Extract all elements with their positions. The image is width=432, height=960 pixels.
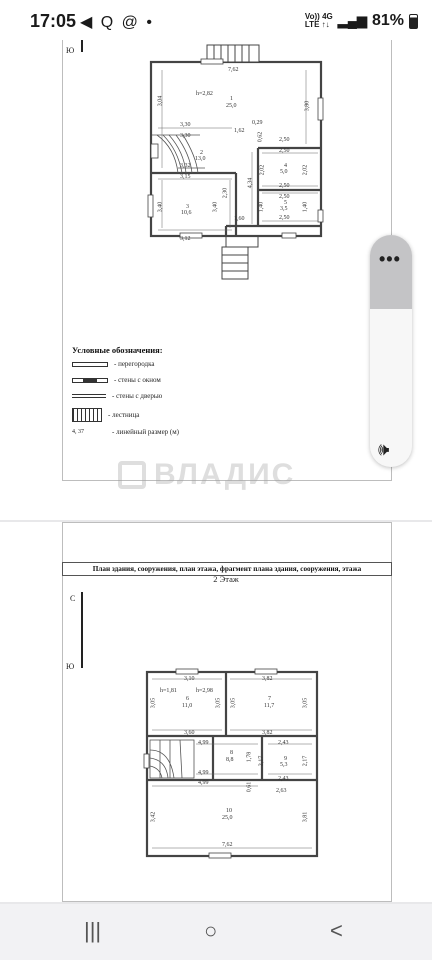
dim-label: 3,05 xyxy=(215,697,222,709)
dim-label: 2,43 xyxy=(278,740,289,746)
dim-label: 3,81 xyxy=(302,811,309,823)
more-icon[interactable]: ••• xyxy=(379,249,401,269)
legend-label: - линейный размер (м) xyxy=(112,428,180,436)
dim-label: 3,15 xyxy=(180,174,191,180)
dim-label: 4,99 xyxy=(198,770,209,776)
room-area: 13,0 xyxy=(195,156,206,162)
dim-label: 2,02 xyxy=(259,164,266,176)
room-number: 1 xyxy=(230,96,233,102)
stairs-symbol-icon xyxy=(72,408,102,422)
room-area: 5,3 xyxy=(280,762,288,768)
room-number: 2 xyxy=(200,150,203,156)
room-number: 7 xyxy=(268,696,271,702)
compass-south-label: Ю xyxy=(66,662,75,671)
legend-label: - перегородка xyxy=(114,360,155,368)
legend-item-door-wall xyxy=(72,392,162,400)
system-indicators xyxy=(305,12,418,30)
room-number: 10 xyxy=(226,808,232,814)
dim-label: 3,05 xyxy=(150,697,157,709)
dim-label: 3,10 xyxy=(184,676,195,682)
home-button[interactable]: ○ xyxy=(204,918,218,943)
dim-label: 7,62 xyxy=(222,842,233,848)
dim-label: 2,02 xyxy=(302,164,309,176)
dim-label: 2,17 xyxy=(302,755,309,767)
dim-label: 3,32 xyxy=(180,163,191,169)
dim-label: 2,30 xyxy=(222,187,229,199)
dim-label: 1,78 xyxy=(246,751,253,763)
legend-item-window-wall xyxy=(72,376,161,384)
system-nav-bar xyxy=(0,904,432,960)
dim-label: 2,43 xyxy=(278,776,289,782)
compass-south-label: Ю xyxy=(66,46,75,55)
room-area: 25,0 xyxy=(226,103,237,109)
network-indicator xyxy=(305,13,333,29)
speaker-icon[interactable]: 🕪 xyxy=(378,439,390,459)
dim-label: 1,62 xyxy=(234,128,245,134)
dim-label: 3,12 xyxy=(180,236,191,242)
window-wall-symbol-icon xyxy=(72,378,108,383)
room-number: 3 xyxy=(186,204,189,210)
dim-label: 3,30 xyxy=(180,133,191,139)
status-bar xyxy=(0,0,432,40)
plan-1-labels xyxy=(0,40,432,280)
dim-label: 3,40 xyxy=(212,201,219,213)
room-number: 8 xyxy=(230,750,233,756)
height-label: h=1,81 xyxy=(160,688,177,694)
dim-label: 4,34 xyxy=(247,177,254,189)
dim-label: 3,82 xyxy=(262,730,273,736)
height-label: h=2,98 xyxy=(196,688,213,694)
notification-icons: ◀ Q @ • xyxy=(80,14,154,31)
signal-icon: ▂▄▆ xyxy=(337,13,367,28)
room-area: 11,7 xyxy=(264,703,275,709)
dim-label: 1,60 xyxy=(234,216,245,222)
dim-label: 3,04 xyxy=(157,95,164,107)
document-page-2[interactable] xyxy=(0,522,432,902)
legend-item-stairs xyxy=(72,408,139,422)
room-area: 5,0 xyxy=(280,169,288,175)
room-area: 8,8 xyxy=(226,757,234,763)
dim-label: 2,50 xyxy=(279,215,290,221)
network-bottom: LTE ↑↓ xyxy=(304,20,330,29)
dim-label: 1,40 xyxy=(258,201,265,213)
dim-label: 3,05 xyxy=(302,697,309,709)
dim-label: 1,40 xyxy=(302,201,309,213)
dim-label: 7,62 xyxy=(228,67,239,73)
dim-label: 3,80 xyxy=(304,100,311,112)
panel-header xyxy=(370,235,412,309)
room-number: 6 xyxy=(186,696,189,702)
watermark-text: ВЛАДИС xyxy=(154,458,296,491)
dim-label: 2,50 xyxy=(279,194,290,200)
legend-item-linear-dim xyxy=(72,428,179,436)
plan-2-labels xyxy=(0,522,432,902)
legend-item-partition xyxy=(72,360,155,368)
dim-label: 3,60 xyxy=(184,730,195,736)
network-top: Vo)) 4G xyxy=(304,12,333,21)
back-button[interactable]: < xyxy=(330,918,343,943)
dim-label: 3,82 xyxy=(262,676,273,682)
dim-label: 2,63 xyxy=(276,788,287,794)
watermark-logo-icon xyxy=(118,461,146,489)
document-page-1[interactable] xyxy=(0,40,432,520)
recent-apps-button[interactable]: ||| xyxy=(84,918,102,943)
room-area: 25,0 xyxy=(222,815,233,821)
partition-symbol-icon xyxy=(72,362,108,367)
dim-label: 3,05 xyxy=(230,697,237,709)
floor-label: 2 Этаж xyxy=(213,574,239,584)
room-number: 5 xyxy=(284,200,287,206)
dim-label: 0,29 xyxy=(252,120,263,126)
plan-title: План здания, сооружения, план этажа, фрагмент плана здания, сооружения, этажа xyxy=(62,562,392,576)
room-area: 10,6 xyxy=(181,210,192,216)
dim-label: 2,50 xyxy=(279,148,290,154)
legend-label: - стены с окном xyxy=(114,376,161,384)
dim-label: 3,42 xyxy=(150,811,157,823)
door-wall-symbol-icon xyxy=(72,394,106,398)
dim-label: 2,50 xyxy=(279,137,290,143)
dim-label: 3,30 xyxy=(180,122,191,128)
dimension-sample: 4, 37 xyxy=(72,428,84,435)
room-number: 9 xyxy=(284,756,287,762)
dim-label: 4,99 xyxy=(198,740,209,746)
room-area: 11,0 xyxy=(182,703,193,709)
room-area: 3,5 xyxy=(280,206,288,212)
compass-north-label: С xyxy=(70,594,76,603)
dim-label: 3,40 xyxy=(157,201,164,213)
height-label: h=2,82 xyxy=(196,91,213,97)
dim-label: 4,99 xyxy=(198,780,209,786)
dim-label: 0,62 xyxy=(257,131,264,143)
dim-label: 2,50 xyxy=(279,183,290,189)
battery-icon xyxy=(409,14,418,29)
room-number: 4 xyxy=(284,163,287,169)
legend-title: Условные обозначения: xyxy=(72,345,163,355)
legend-label: - стены с дверью xyxy=(112,392,163,400)
floating-accessibility-panel[interactable] xyxy=(370,235,412,467)
watermark xyxy=(118,458,295,492)
battery-level: 81% xyxy=(371,12,404,29)
dim-label: 0,61 xyxy=(246,781,253,793)
dim-label: 2,17 xyxy=(258,755,265,767)
clock: 17:05 xyxy=(30,11,77,31)
legend-label: - лестница xyxy=(108,411,140,419)
